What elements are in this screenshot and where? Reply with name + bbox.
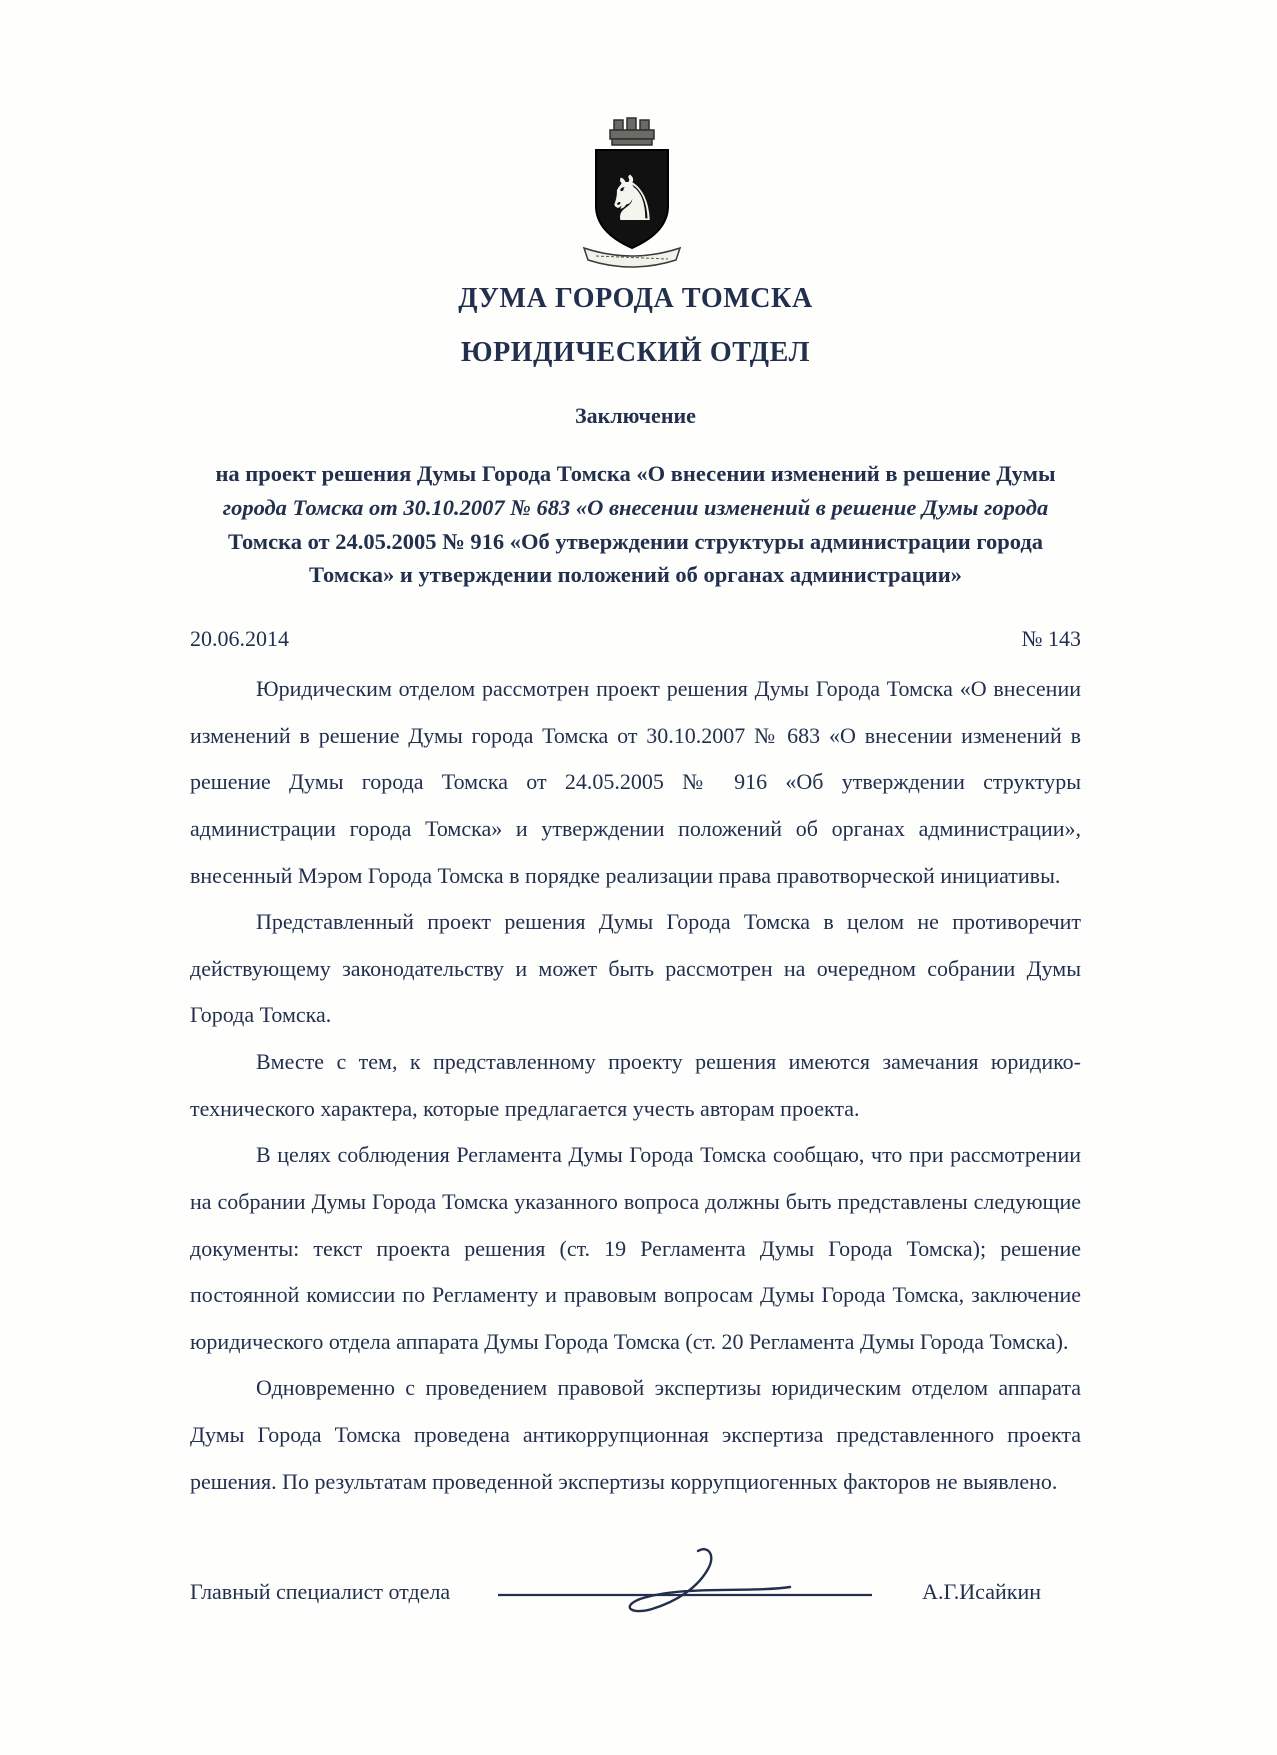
signature-stroke-svg	[486, 1547, 886, 1619]
subject-segment-3: Томска от 24.05.2005 № 916 «Об утверждении структуры администрации города Томска» и утверждении положений об органах администрации»	[227, 528, 1044, 588]
document-number: № 143	[1021, 626, 1081, 651]
signatory-name: А.Г.Исайкин	[922, 1579, 1041, 1605]
document-type-title: Заключение	[575, 403, 696, 428]
handwritten-signature	[486, 1547, 886, 1619]
subject-segment-1: на проект решения Думы Города Томска «О внесении изменений в решение Думы	[215, 461, 1056, 486]
document-subject	[190, 457, 1081, 592]
svg-text:♞: ♞	[603, 162, 660, 235]
date-number-row	[190, 626, 1081, 652]
body-paragraph-1: Юридическим отделом рассмотрен проект решения Думы Города Томска «О внесении изменений в решение Думы города Томска от 30.10.2007 № 683 «О внесении изменений в решение Думы города Томска от 24.05.2005 № 916 «Об утверждении структуры администрации города Томска» и утверждении положений об органах администрации», внесенный Мэром Города Томска в порядке реализации права правотворческой инициативы.	[190, 676, 1081, 888]
subject-segment-2: города Томска от 30.10.2007 № 683 «О внесении изменений в решение Думы города	[222, 494, 1049, 520]
coat-of-arms-svg	[566, 108, 706, 268]
document-date: 20.06.2014	[190, 626, 289, 651]
body-paragraph-5: Одновременно с проведением правовой экспертизы юридическим отделом аппарата Думы Города Томска проведена антикоррупционная экспертиза представленного проекта решения. По результатам проведенной экспертизы коррупциогенных факторов не выявлено.	[190, 1375, 1081, 1494]
tomsk-coat-of-arms-icon	[190, 108, 1081, 273]
document-body	[190, 666, 1081, 1505]
body-paragraph-3: Вместе с тем, к представленному проекту решения имеются замечания юридико-технического характера, которые предлагается учесть авторам проекта.	[190, 1049, 1081, 1121]
signatory-role: Главный специалист отдела	[190, 1579, 451, 1605]
signature-block	[190, 1547, 1081, 1659]
body-paragraph-2: Представленный проект решения Думы Города Томска в целом не противоречит действующему законодательству и может быть рассмотрен на очередном собрании Думы Города Томска.	[190, 909, 1081, 1028]
department-name: ЮРИДИЧЕСКИЙ ОТДЕЛ	[460, 337, 811, 368]
organization-name: ДУМА ГОРОДА ТОМСКА	[458, 283, 813, 314]
body-paragraph-4: В целях соблюдения Регламента Думы Города Томска сообщаю, что при рассмотрении на собрании Думы Города Томска указанного вопроса должны быть представлены следующие документы: текст проекта решения (ст. 19 Регламента Думы Города Томска); решение постоянной комиссии по Регламенту и правовым вопросам Думы Города Томска, заключение юридического отдела аппарата Думы Города Томска (ст. 20 Регламента Думы Города Томска).	[190, 1142, 1081, 1354]
